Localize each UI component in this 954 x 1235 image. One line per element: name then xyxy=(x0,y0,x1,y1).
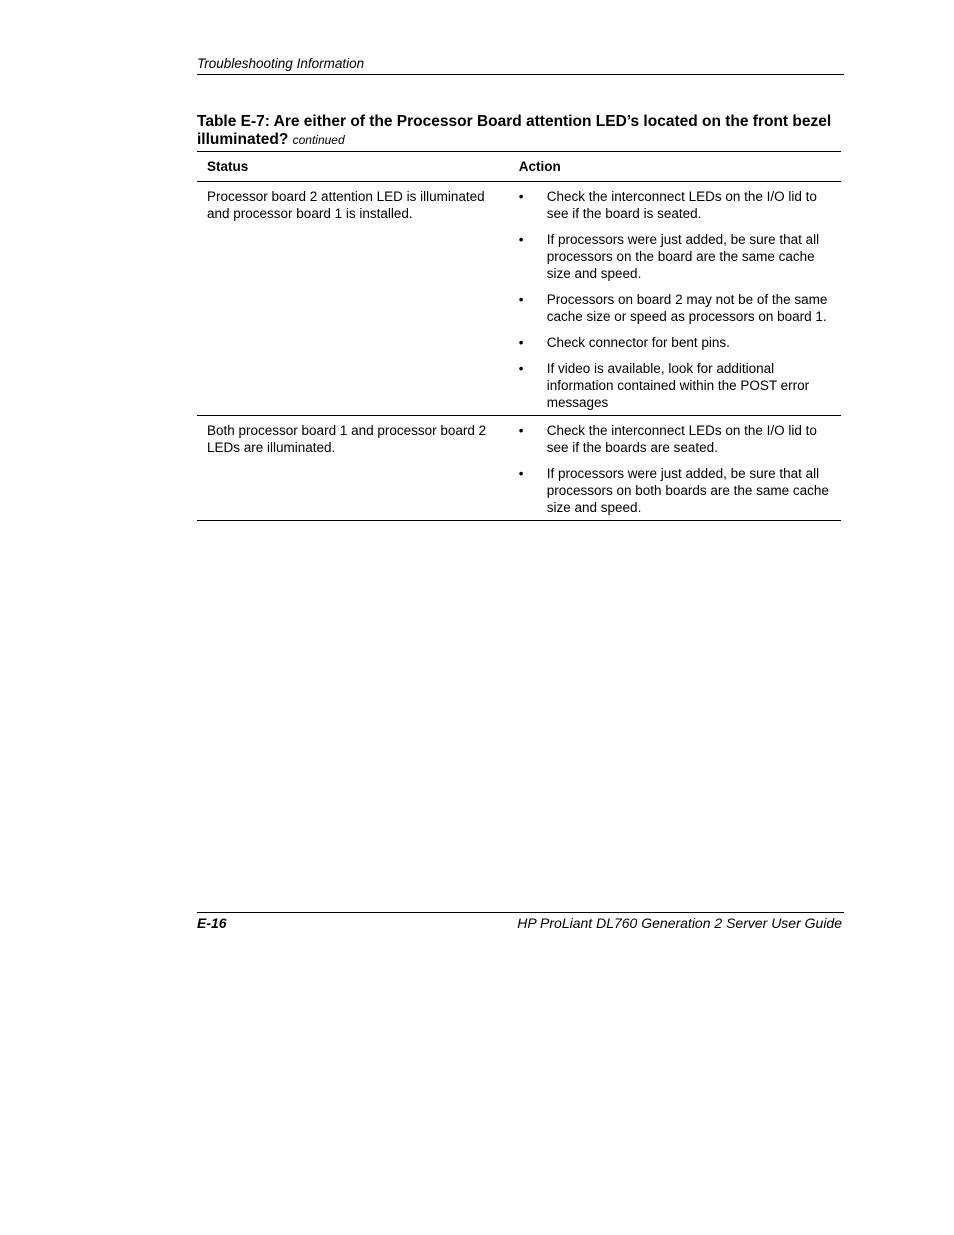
action-cell xyxy=(509,416,841,521)
bullet-icon: • xyxy=(518,189,524,204)
status-cell: Both processor board 1 and processor board 2 LEDs are illuminated. xyxy=(197,416,509,521)
action-cell xyxy=(509,182,841,416)
page-number: E-16 xyxy=(197,915,227,931)
action-item xyxy=(519,465,833,516)
action-item xyxy=(519,231,833,282)
bullet-icon: • xyxy=(518,292,524,307)
action-item-text: If processors were just added, be sure that all processors on the board are the same cache size and speed. xyxy=(546,232,820,281)
action-item xyxy=(519,188,833,222)
action-item-text: Processors on board 2 may not be of the same cache size or speed as processors on board 1. xyxy=(546,292,828,324)
action-item xyxy=(519,334,833,351)
column-header-status: Status xyxy=(197,152,509,182)
action-item-text: If video is available, look for additional information contained within the POST error messages xyxy=(546,361,810,410)
table-caption-continued: continued xyxy=(292,133,345,147)
bullet-icon: • xyxy=(518,361,524,376)
action-list xyxy=(519,188,833,411)
bullet-icon: • xyxy=(518,232,524,247)
column-header-action: Action xyxy=(509,152,841,182)
bullet-icon: • xyxy=(518,335,524,350)
table-caption xyxy=(197,113,842,149)
table-caption-text: Table E-7: Are either of the Processor Board attention LED’s located on the front bezel illuminated? xyxy=(197,113,832,148)
table-row xyxy=(197,416,841,521)
action-list xyxy=(519,422,833,516)
header-divider xyxy=(197,74,844,75)
action-item-text: Check the interconnect LEDs on the I/O lid to see if the board is seated. xyxy=(546,189,817,221)
troubleshooting-table xyxy=(197,151,841,521)
bullet-icon: • xyxy=(518,423,524,438)
action-item xyxy=(519,360,833,411)
running-header: Troubleshooting Information xyxy=(197,56,365,71)
bullet-icon: • xyxy=(518,466,524,481)
document-title: HP ProLiant DL760 Generation 2 Server User Guide xyxy=(517,915,842,931)
table-header-row xyxy=(197,152,841,182)
action-item-text: Check connector for bent pins. xyxy=(546,335,730,350)
table-row xyxy=(197,182,841,416)
action-item-text: Check the interconnect LEDs on the I/O lid to see if the boards are seated. xyxy=(546,423,817,455)
action-item xyxy=(519,291,833,325)
action-item xyxy=(519,422,833,456)
footer-divider xyxy=(197,912,844,913)
status-cell: Processor board 2 attention LED is illuminated and processor board 1 is installed. xyxy=(197,182,509,416)
action-item-text: If processors were just added, be sure that all processors on both boards are the same cache size and speed. xyxy=(546,466,829,515)
